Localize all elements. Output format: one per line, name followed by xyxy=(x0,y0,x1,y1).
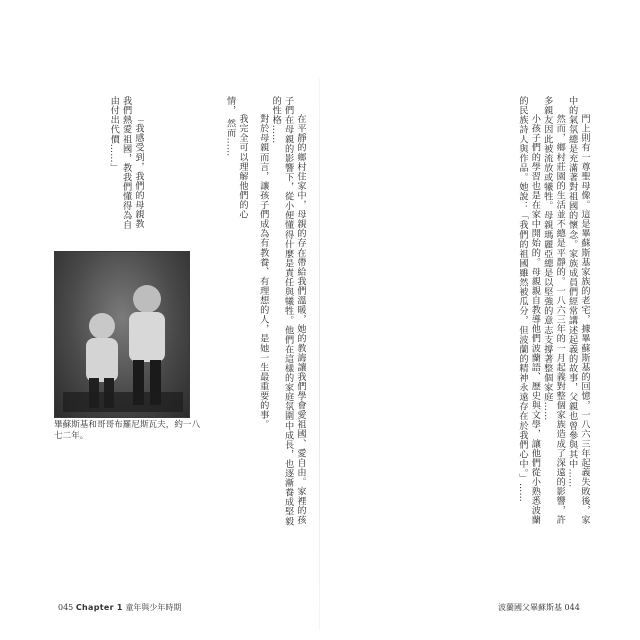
chapter-label: Chapter 1 xyxy=(75,603,123,612)
right-body-column xyxy=(332,96,590,530)
right-footer xyxy=(498,602,580,613)
book-gutter xyxy=(319,78,320,630)
left-body-column xyxy=(200,96,306,526)
right-paragraph-3: 小孩子們的學習也是在家中開始的。母親親自教導他們波蘭語、歷史與文學，讓他們從小熟悉波蘭的民族詩人與作品。她說：「我們的祖國雖然被瓜分，但波蘭的精神永遠存在於我們心中。」…… xyxy=(516,96,541,526)
left-top-paragraph: 我完全可以理解他們的心情， 然而…… xyxy=(224,96,248,220)
left-quote-column xyxy=(44,96,144,236)
left-paragraph-2: 對於母親而言，讓孩子們成為有教養、有理想的人，是她一生最重要的事。 xyxy=(257,114,269,430)
left-footer xyxy=(58,602,181,613)
section-title: 波蘭國父畢蘇斯基 xyxy=(498,603,562,612)
chapter-title: 童年與少年時期 xyxy=(125,603,182,612)
right-paragraph-1: 門上則有一尊聖母像。這是畢蘇斯基家族的老宅，據畢蘇斯基的回憶，一八六三年起義失敗後，家中的氣氛總是充滿著對祖國的懷念。家族成員們經常講述起義的故事，父親也曾參與其中…… xyxy=(566,96,590,526)
left-paragraph-1: 在平靜的鄉村住家中，母親的存在帶給我們溫暖，她的教誨讓我們學會愛祖國、愛自由。家裡的孩子們在母親的影響下，從小便懂得什麼是責任與犧牲。他們在這樣的家庭氛圍中成長，也逐漸養成堅毅的性格…… xyxy=(270,96,306,526)
left-page-number: 045 xyxy=(58,603,74,612)
left-quote: 「我感受到，我們的母親教我們熱愛祖國，教我們懂得為自由付出代價……」 xyxy=(108,96,144,230)
right-page-number: 044 xyxy=(564,603,580,612)
historical-photo xyxy=(54,251,190,418)
right-paragraph-2: 然而，鄉村莊園的生活並不總是平靜的。一八六三年的一月起義對整個家族造成了深遠的影響，許多親友因此被流放或犧牲。母親瑪麗亞總是以堅強的意志支撐著整個家庭…… xyxy=(541,96,566,526)
photo-caption: 畢蘇斯基和哥哥布羅尼斯瓦夫，約一八七二年。 xyxy=(54,420,201,441)
photo-figures xyxy=(55,252,189,417)
